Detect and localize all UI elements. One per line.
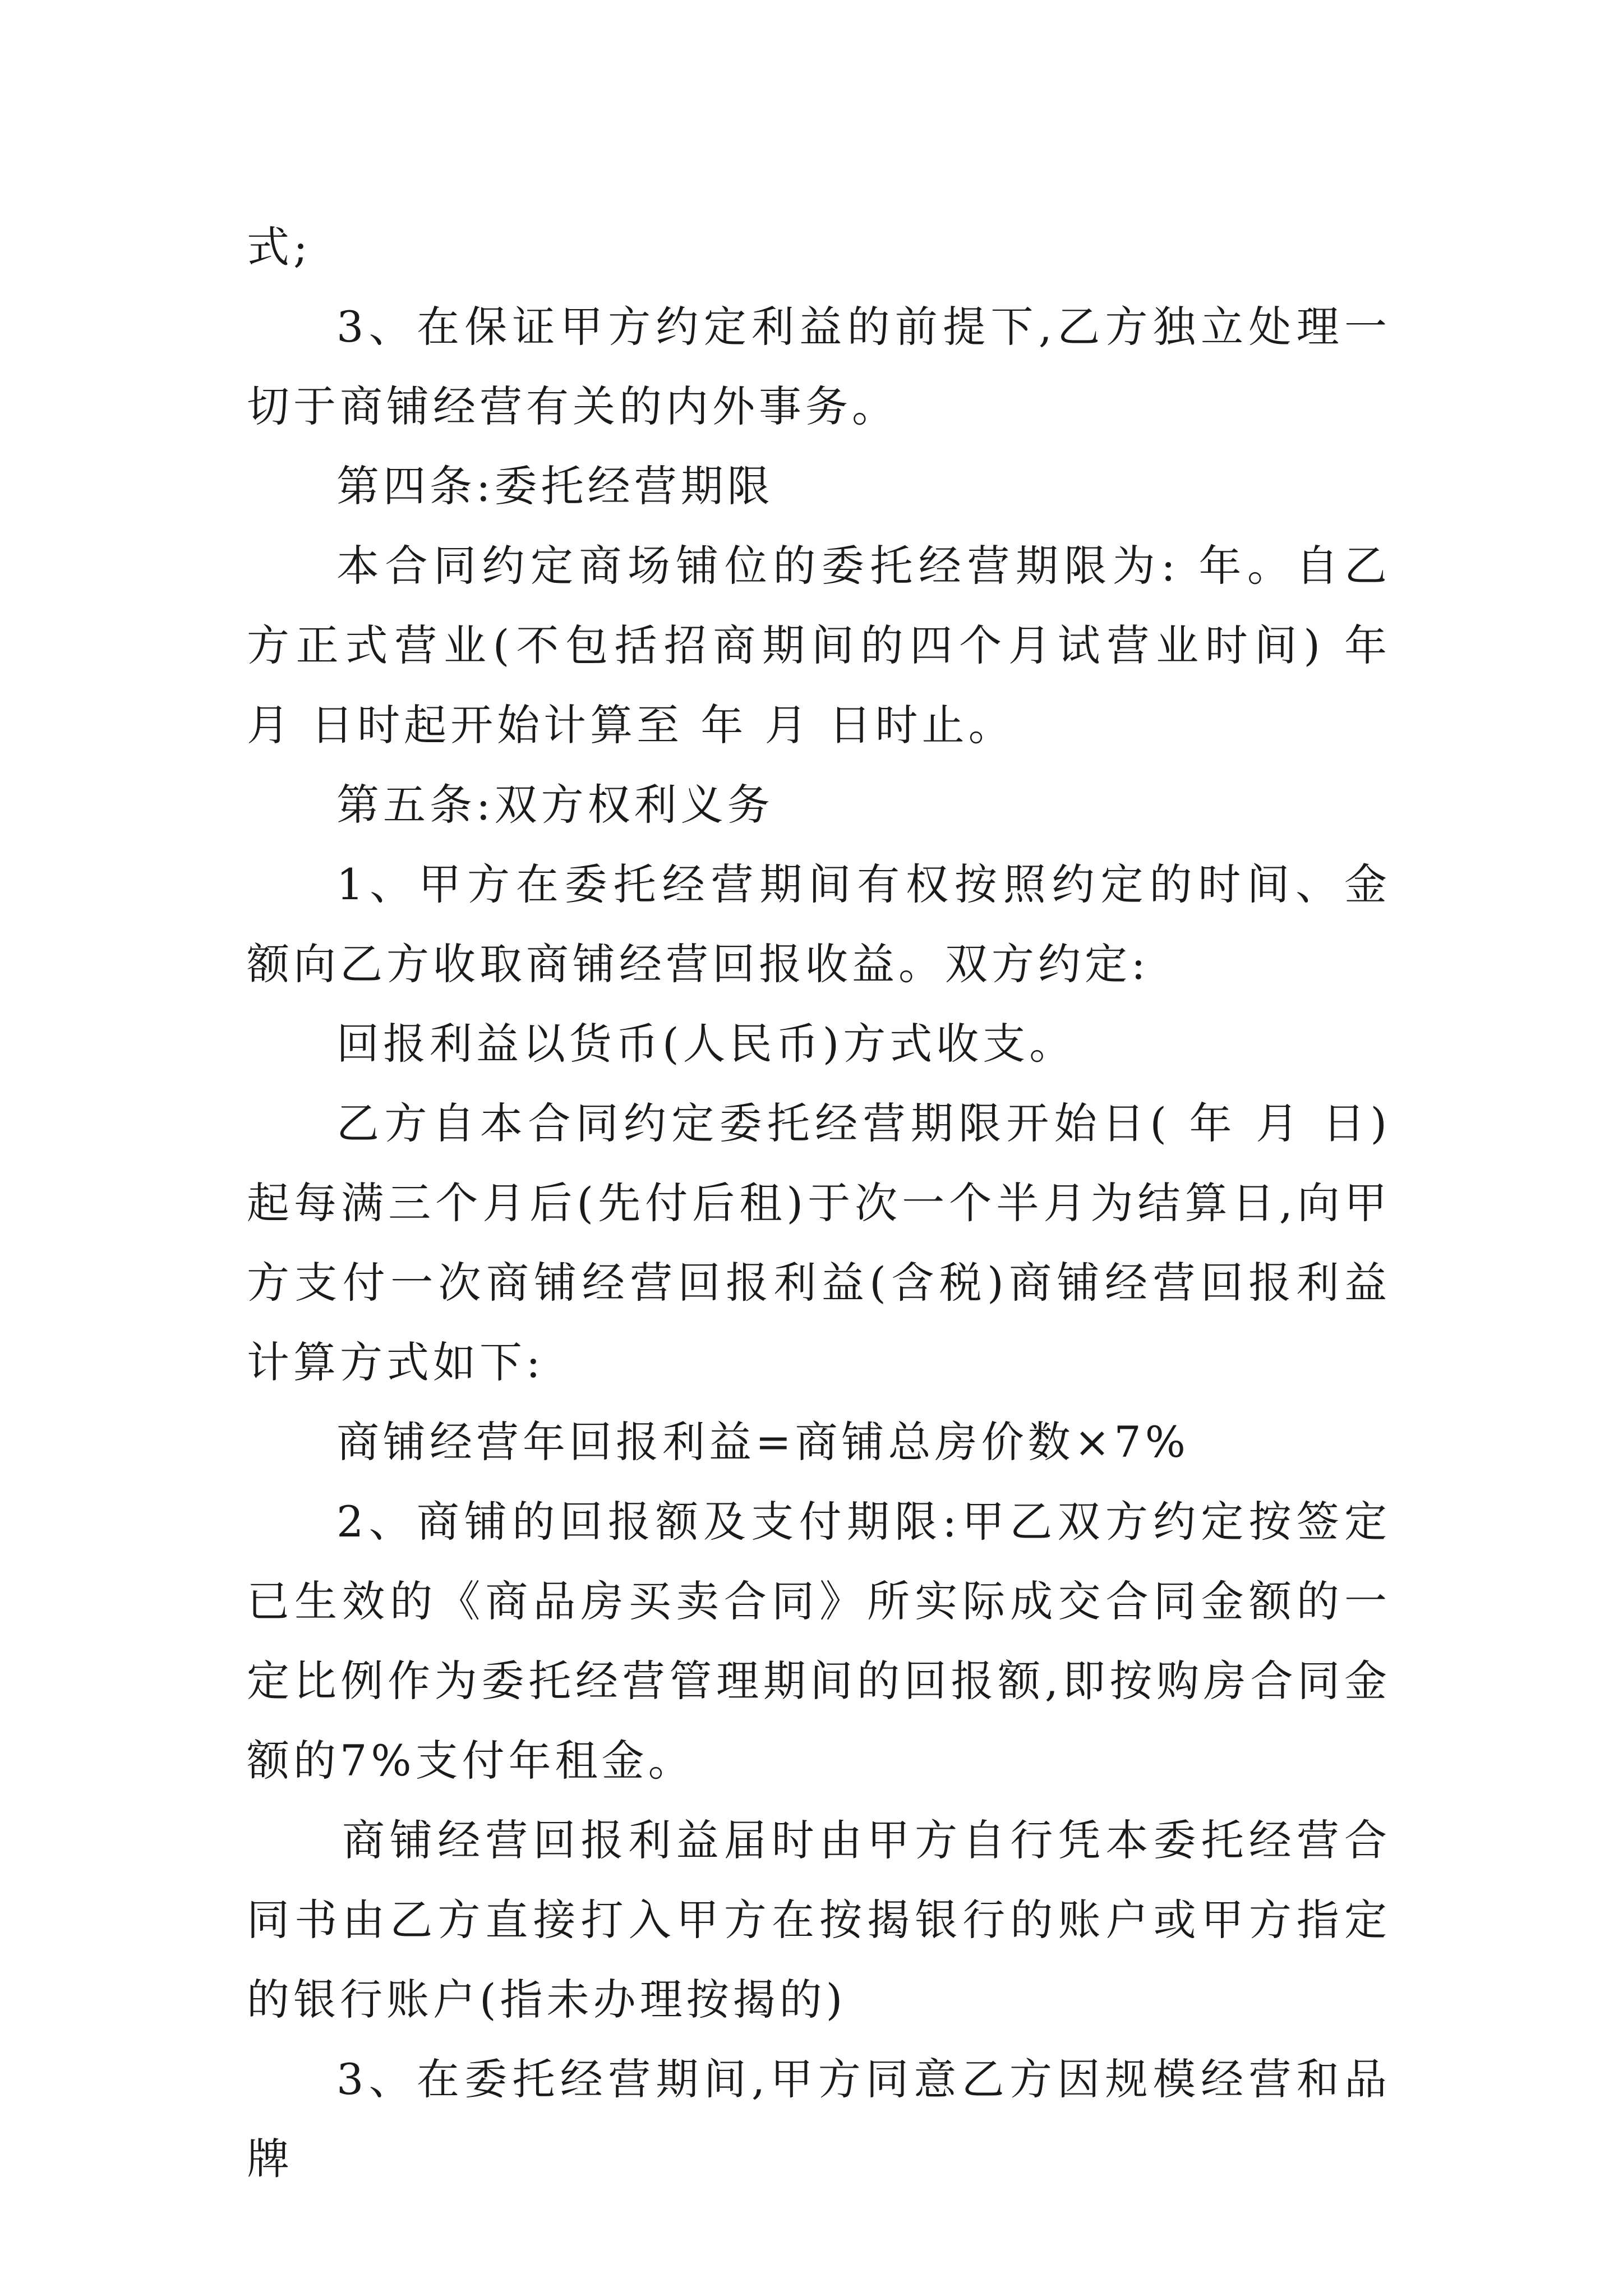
article-5-heading: 第五条:双方权利义务	[336, 780, 774, 830]
paragraph-clause-3-independent-handling: 3、在保证甲方约定利益的前提下,乙方独立处理一切于商铺经营有关的内外事务。	[247, 302, 1391, 431]
paragraph-clause-1-party-a-rights: 1、甲方在委托经营期间有权按照约定的时间、金额向乙方收取商铺经营回报收益。双方约定:	[247, 859, 1391, 989]
paragraph-clause-2-return-amount: 2、商铺的回报额及支付期限:甲乙双方约定按签定已生效的《商品房买卖合同》所实际成交合同金额的一定比例作为委托经营管理期间的回报额,即按购房合同金额的7%支付年租金。	[247, 1497, 1391, 1786]
paragraph-currency: 回报利益以货币(人民币)方式收支。	[336, 1019, 1076, 1069]
paragraph-formula: 商铺经营年回报利益=商铺总房价数×7%	[336, 1417, 1189, 1467]
document-body	[247, 208, 1391, 2199]
paragraph-continuation: 式;	[247, 222, 312, 272]
paragraph-entrustment-term: 本合同约定商场铺位的委托经营期限为: 年。自乙方正式营业(不包括招商期间的四个月试营业时间) 年 月 日时起开始计算至 年 月 日时止。	[247, 541, 1391, 750]
paragraph-payment-account: 商铺经营回报利益届时由甲方自行凭本委托经营合同书由乙方直接打入甲方在按揭银行的账户或甲方指定的银行账户(指未办理按揭的)	[247, 1815, 1391, 2024]
article-4-heading: 第四条:委托经营期限	[336, 461, 774, 511]
paragraph-settlement-schedule: 乙方自本合同约定委托经营期限开始日( 年 月 日)起每满三个月后(先付后租)于次一个半月为结算日,向甲方支付一次商铺经营回报利益(含税)商铺经营回报利益计算方式如下:	[247, 1098, 1391, 1387]
paragraph-clause-3-brand: 3、在委托经营期间,甲方同意乙方因规模经营和品牌	[247, 2054, 1391, 2184]
